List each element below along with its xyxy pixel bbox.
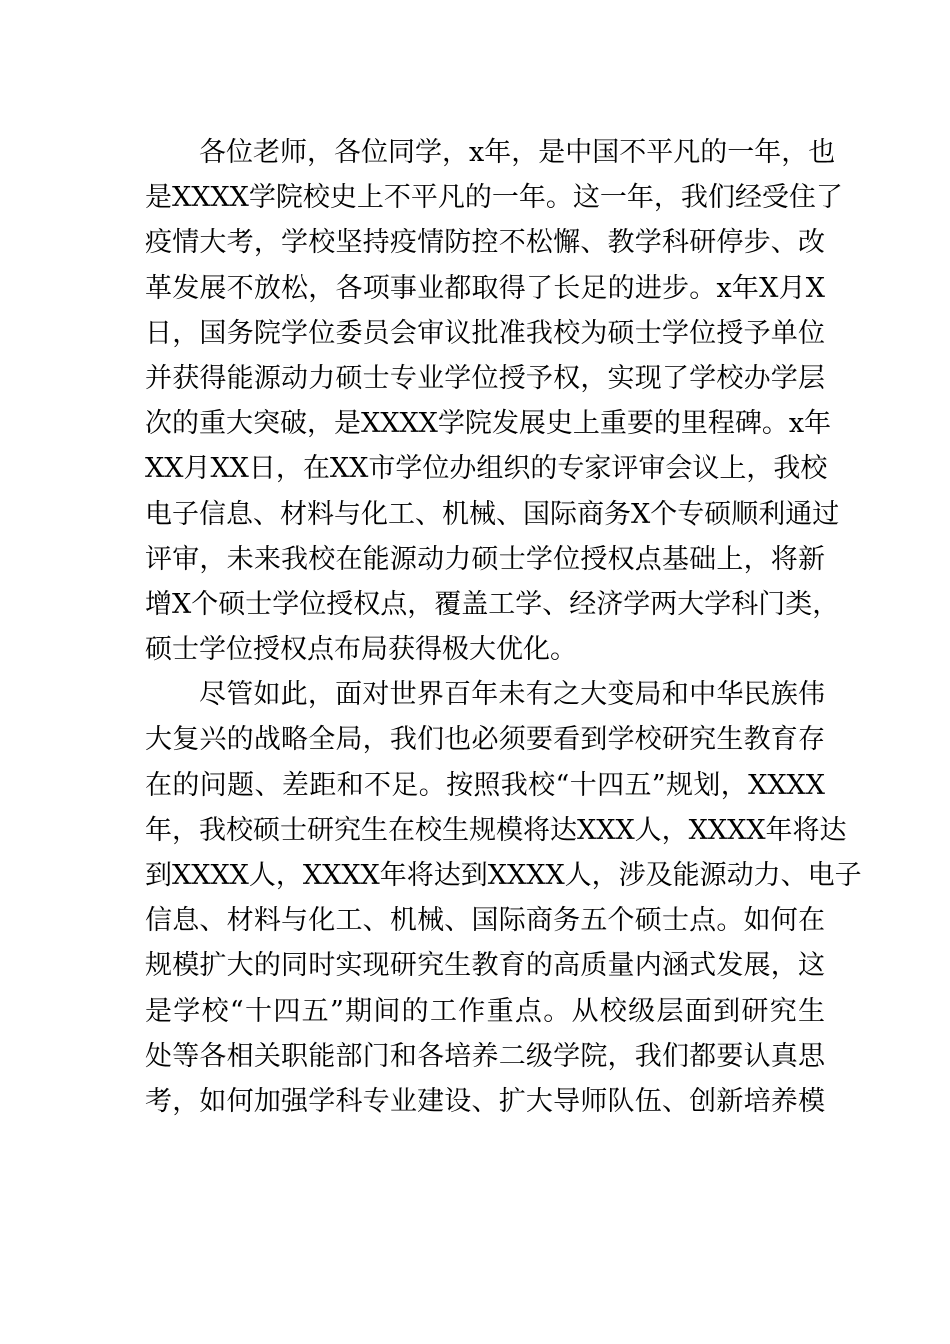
text-line: 革发展不放松，各项事业都取得了长足的进步。x年X月X <box>145 272 825 304</box>
text-line: 是XXXX学院校史上不平凡的一年。这一年，我们经受住了 <box>145 182 843 214</box>
paragraph-2 <box>145 672 862 1124</box>
text-line: 到XXXX人，XXXX年将达到XXXX人，涉及能源动力、电子 <box>145 860 862 891</box>
text-line: 并获得能源动力硕士专业学位授予权，实现了学校办学层 <box>145 362 825 394</box>
text-line: 是学校“十四五”期间的工作重点。从校级层面到研究生 <box>145 995 825 1027</box>
text-line: 各位老师，各位同学，x年，是中国不平凡的一年，也 <box>199 137 836 168</box>
text-line: 考，如何加强学科专业建设、扩大导师队伍、创新培养模 <box>145 1085 825 1117</box>
text-line: 评审，未来我校在能源动力硕士学位授权点基础上，将新 <box>145 543 825 575</box>
document-body <box>145 130 862 1124</box>
text-line: 疫情大考，学校坚持疫情防控不松懈、教学科研停步、改 <box>145 227 825 259</box>
text-line: 规模扩大的同时实现研究生教育的高质量内涵式发展，这 <box>145 950 825 982</box>
text-line: 日，国务院学位委员会审议批准我校为硕士学位授予单位 <box>145 317 825 349</box>
text-line: 增X个硕士学位授权点，覆盖工学、经济学两大学科门类， <box>145 588 840 620</box>
text-line: 电子信息、材料与化工、机械、国际商务X个专硕顺利通过 <box>145 498 840 530</box>
text-line: 在的问题、差距和不足。按照我校“十四五”规划，XXXX <box>145 769 825 801</box>
text-line: XX月XX日，在XX市学位办组织的专家评审会议上，我校 <box>145 453 828 485</box>
text-line: 处等各相关职能部门和各培养二级学院，我们都要认真思 <box>145 1040 825 1072</box>
text-line: 次的重大突破，是XXXX学院发展史上重要的里程碑。x年 <box>145 408 832 440</box>
text-line: 尽管如此，面对世界百年未有之大变局和中华民族伟 <box>199 679 825 711</box>
text-line: 信息、材料与化工、机械、国际商务五个硕士点。如何在 <box>145 905 825 937</box>
text-line: 年，我校硕士研究生在校生规模将达XXX人，XXXX年将达 <box>145 814 847 846</box>
text-line: 硕士学位授权点布局获得极大优化。 <box>145 634 577 666</box>
paragraph-1 <box>145 130 843 672</box>
text-line: 大复兴的战略全局，我们也必须要看到学校研究生教育存 <box>145 724 825 756</box>
